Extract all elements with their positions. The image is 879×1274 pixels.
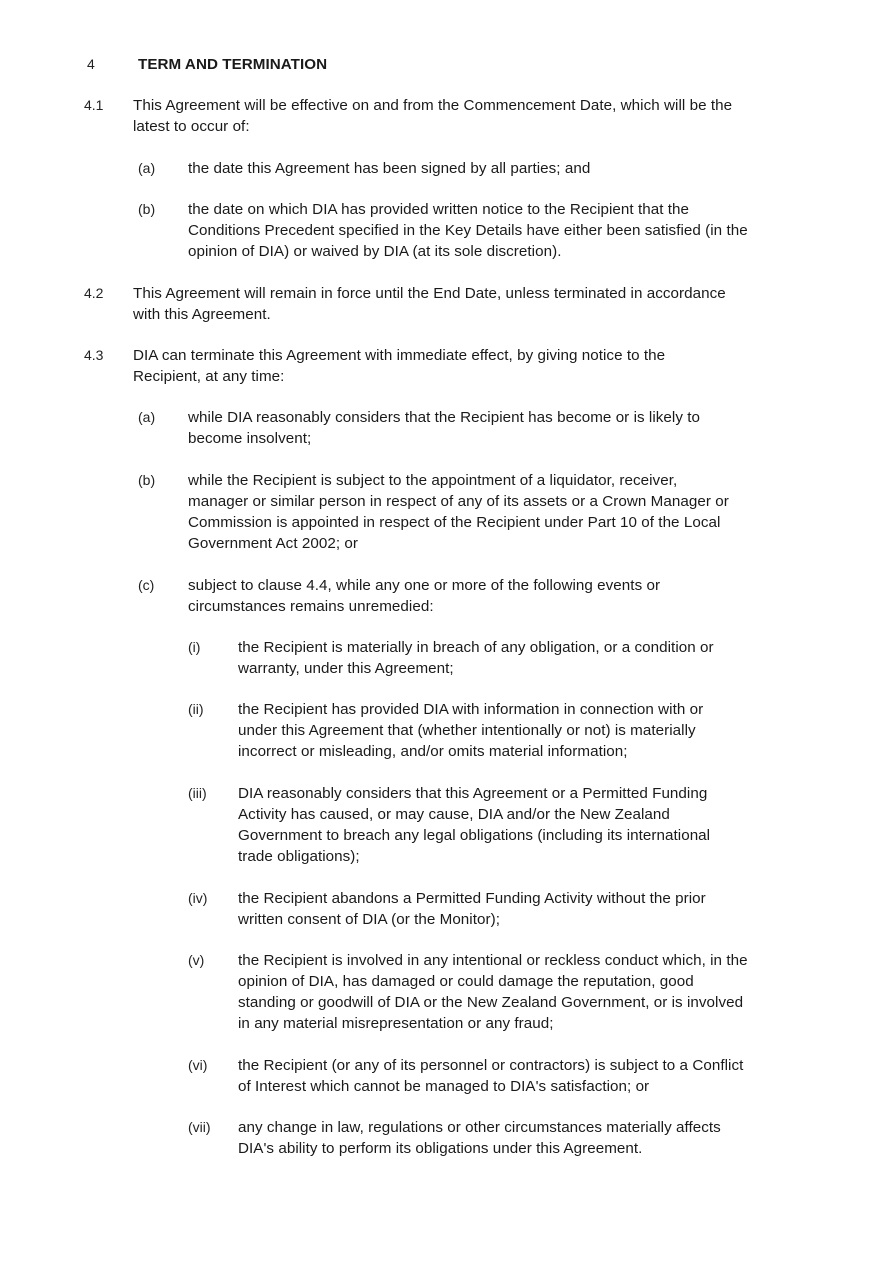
sub-item-v-line-4: in any material misrepresentation or any fraud; xyxy=(238,1015,554,1032)
sub-item-v-label: (v) xyxy=(188,952,205,968)
clause-4-1-line-2: latest to occur of: xyxy=(133,118,250,135)
clause-4-3-a-line-1: while DIA reasonably considers that the Recipient has become or is likely to xyxy=(188,409,700,426)
sub-item-vii-label: (vii) xyxy=(188,1119,211,1135)
sub-item-v-line-2: opinion of DIA, has damaged or could damage the reputation, good xyxy=(238,973,694,990)
clause-4-3-b-label: (b) xyxy=(138,472,156,488)
clause-4-3-c-label: (c) xyxy=(138,577,155,593)
sub-item-vi-line-1: the Recipient (or any of its personnel or contractors) is subject to a Conflict xyxy=(238,1057,744,1074)
sub-item-ii-line-2: under this Agreement that (whether intentionally or not) is materially xyxy=(238,722,696,739)
sub-item-iii-line-3: Government to breach any legal obligations (including its international xyxy=(238,827,711,844)
sub-item-ii-line-1: the Recipient has provided DIA with information in connection with or xyxy=(238,701,704,718)
sub-item-i-line-2: warranty, under this Agreement; xyxy=(238,660,454,677)
clause-4-3-a-line-2: become insolvent; xyxy=(188,430,312,447)
clause-4-1-a-label: (a) xyxy=(138,160,156,176)
clause-4-1-b-line-2: Conditions Precedent specified in the Key Details have either been satisfied (in the xyxy=(188,222,748,239)
sub-item-iii-label: (iii) xyxy=(188,785,207,801)
sub-item-vii-line-2: DIA's ability to perform its obligations under this Agreement. xyxy=(238,1140,643,1157)
clause-4-1-a-line-1: the date this Agreement has been signed by all parties; and xyxy=(188,160,591,177)
clause-4-1-b-line-3: opinion of DIA) or waived by DIA (at its sole discretion). xyxy=(188,243,562,260)
clause-4-2-line-1: This Agreement will remain in force until the End Date, unless terminated in accordance xyxy=(133,285,726,302)
sub-item-vi-line-2: of Interest which cannot be managed to DIA's satisfaction; or xyxy=(238,1078,650,1095)
clause-number-4-2: 4.2 xyxy=(84,285,104,301)
sub-item-iv-line-1: the Recipient abandons a Permitted Funding Activity without the prior xyxy=(238,890,706,907)
sub-item-i-line-1: the Recipient is materially in breach of any obligation, or a condition or xyxy=(238,639,714,656)
clause-4-3-b-line-1: while the Recipient is subject to the appointment of a liquidator, receiver, xyxy=(188,472,678,489)
sub-item-iii-line-4: trade obligations); xyxy=(238,848,360,865)
sub-item-v-line-1: the Recipient is involved in any intentional or reckless conduct which, in the xyxy=(238,952,748,969)
sub-item-v-line-3: standing or goodwill of DIA or the New Zealand Government, or is involved xyxy=(238,994,744,1011)
clause-4-3-c-line-1: subject to clause 4.4, while any one or more of the following events or xyxy=(188,577,661,594)
clause-4-2-line-2: with this Agreement. xyxy=(133,306,271,323)
clause-number-4-3: 4.3 xyxy=(84,347,104,363)
sub-item-iv-label: (iv) xyxy=(188,890,208,906)
clause-4-1-line-1: This Agreement will be effective on and from the Commencement Date, which will be the xyxy=(133,97,733,114)
clause-4-3-a-label: (a) xyxy=(138,409,156,425)
sub-item-ii-line-3: incorrect or misleading, and/or omits material information; xyxy=(238,743,628,760)
sub-item-iii-line-2: Activity has caused, or may cause, DIA and/or the New Zealand xyxy=(238,806,670,823)
section-number: 4 xyxy=(87,56,95,72)
clause-4-3-b-line-3: Commission is appointed in respect of the Recipient under Part 10 of the Local xyxy=(188,514,721,531)
clause-4-3-line-1: DIA can terminate this Agreement with immediate effect, by giving notice to the xyxy=(133,347,666,364)
sub-item-iv-line-2: written consent of DIA (or the Monitor); xyxy=(238,911,500,928)
sub-item-vi-label: (vi) xyxy=(188,1057,208,1073)
clause-4-1-b-label: (b) xyxy=(138,201,156,217)
sub-item-iii-line-1: DIA reasonably considers that this Agreement or a Permitted Funding xyxy=(238,785,708,802)
clause-4-1-b-line-1: the date on which DIA has provided written notice to the Recipient that the xyxy=(188,201,690,218)
clause-4-3-b-line-4: Government Act 2002; or xyxy=(188,535,358,552)
sub-item-vii-line-1: any change in law, regulations or other circumstances materially affects xyxy=(238,1119,721,1136)
clause-4-3-line-2: Recipient, at any time: xyxy=(133,368,285,385)
clause-4-3-b-line-2: manager or similar person in respect of any of its assets or a Crown Manager or xyxy=(188,493,729,510)
clause-number-4-1: 4.1 xyxy=(84,97,104,113)
sub-item-ii-label: (ii) xyxy=(188,701,204,717)
sub-item-i-label: (i) xyxy=(188,639,201,655)
section-title: TERM AND TERMINATION xyxy=(138,56,328,73)
clause-4-3-c-line-2: circumstances remains unremedied: xyxy=(188,598,434,615)
